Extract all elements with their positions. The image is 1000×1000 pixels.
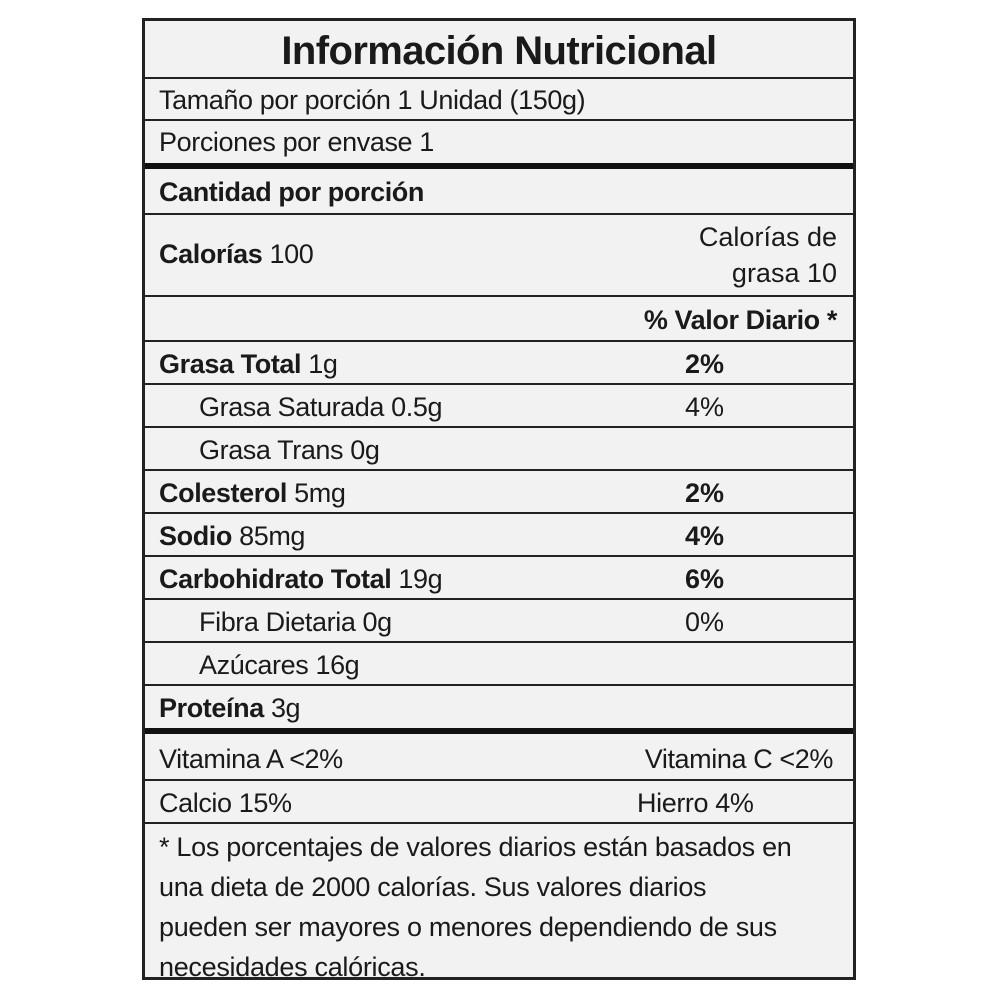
nutrient-pct: 4% (685, 521, 725, 551)
nutrient-row-total-carbohydrate (145, 557, 853, 600)
calories-value: 100 (269, 239, 314, 269)
servings-row (145, 121, 853, 169)
nutrient-name: Carbohidrato Total (159, 564, 392, 594)
title-row (145, 21, 853, 79)
vitamins-row-1 (145, 734, 853, 781)
vitamin-a: Vitamina A <2% (159, 744, 343, 774)
nutrient-row-sugars (145, 643, 853, 686)
nutrient-row-protein (145, 686, 853, 734)
nutrient-amount: 5mg (294, 478, 346, 508)
nutrient-row-dietary-fiber (145, 600, 853, 643)
amount-per-serving: Cantidad por porción (159, 177, 424, 207)
nutrient-row-cholesterol (145, 471, 853, 514)
nutrient-row-saturated-fat (145, 385, 853, 428)
footnote (159, 827, 839, 987)
nutrient-name: Fibra Dietaria 0g (199, 607, 392, 637)
servings-per-container: Porciones por envase 1 (159, 127, 434, 157)
footnote-line: necesidades calóricas. (159, 952, 426, 982)
nutrient-pct: 2% (685, 349, 725, 379)
calories-row (145, 215, 853, 297)
vitamins-row-2 (145, 781, 853, 824)
nutrient-row-total-fat (145, 342, 853, 385)
nutrient-pct: 0% (685, 607, 725, 637)
nutrient-name: Colesterol (159, 478, 288, 508)
nutrient-pct: 2% (685, 478, 725, 508)
daily-value-header-row (145, 297, 853, 342)
calcium: Calcio 15% (159, 788, 292, 818)
calories-from-fat (699, 219, 837, 291)
footnote-line: una dieta de 2000 calorías. Sus valores diarios (159, 872, 707, 902)
calories-label: Calorías (159, 239, 263, 269)
nutrient-name: Proteína (159, 693, 264, 723)
vitamin-c: Vitamina C <2% (644, 744, 833, 774)
nutrient-amount: 1g (308, 349, 338, 379)
daily-value-header: % Valor Diario * (643, 305, 837, 335)
calories-text (159, 241, 313, 268)
nutrient-row-sodium (145, 514, 853, 557)
nutrient-amount: 19g (398, 564, 443, 594)
nutrition-facts-label (142, 18, 856, 980)
nutrient-pct: 6% (685, 564, 725, 594)
nutrient-amount: 3g (270, 693, 301, 723)
nutrient-pct: 4% (685, 392, 725, 422)
footnote-line: * Los porcentajes de valores diarios están basados en (159, 832, 792, 862)
nutrient-name: Sodio (159, 521, 232, 551)
iron: Hierro 4% (637, 788, 754, 818)
nutrient-amount: 85mg (239, 521, 306, 551)
amount-per-serving-row (145, 169, 853, 215)
serving-size: Tamaño por porción 1 Unidad (150g) (159, 85, 586, 115)
nutrient-row-trans-fat (145, 428, 853, 471)
serving-size-row (145, 79, 853, 121)
nutrient-name: Grasa Trans 0g (199, 435, 380, 465)
label-title: Información Nutricional (281, 29, 717, 73)
nutrient-name: Azúcares 16g (199, 650, 360, 680)
calories-from-fat-line2: grasa 10 (731, 258, 837, 288)
nutrient-name: Grasa Total (159, 349, 302, 379)
nutrient-name: Grasa Saturada 0.5g (199, 392, 443, 422)
footnote-line: pueden ser mayores o menores dependiendo de sus (159, 912, 777, 942)
calories-from-fat-line1: Calorías de (698, 222, 837, 252)
